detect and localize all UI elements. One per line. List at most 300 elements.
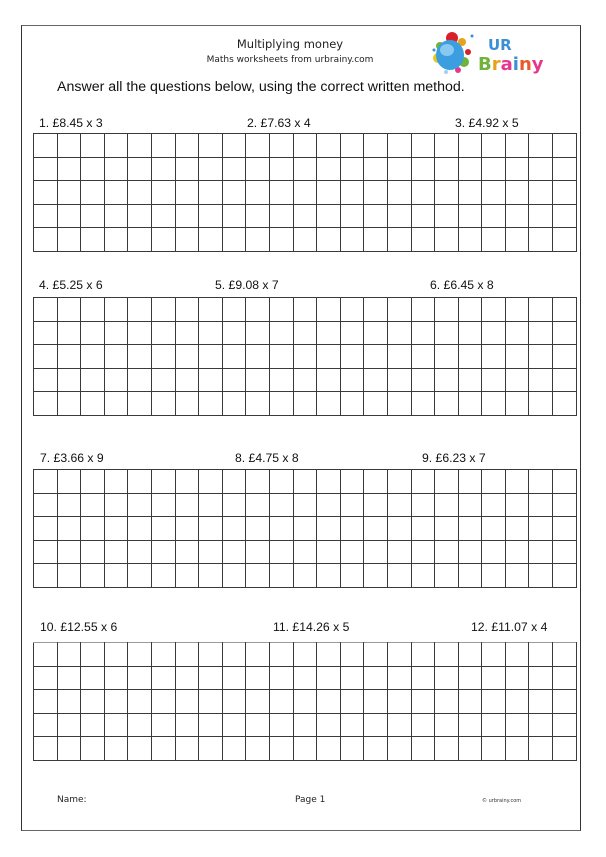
grid-cell[interactable]	[317, 228, 341, 252]
grid-cell[interactable]	[387, 643, 411, 667]
grid-cell[interactable]	[151, 392, 175, 416]
grid-cell[interactable]	[222, 470, 246, 494]
grid-cell[interactable]	[34, 690, 58, 714]
grid-cell[interactable]	[269, 298, 293, 322]
grid-cell[interactable]	[553, 368, 577, 392]
grid-cell[interactable]	[128, 737, 152, 761]
grid-cell[interactable]	[81, 228, 105, 252]
grid-cell[interactable]	[81, 737, 105, 761]
grid-cell[interactable]	[128, 690, 152, 714]
grid-cell[interactable]	[529, 134, 553, 158]
grid-cell[interactable]	[199, 157, 223, 181]
grid-cell[interactable]	[246, 517, 270, 541]
grid-cell[interactable]	[104, 368, 128, 392]
grid-cell[interactable]	[246, 181, 270, 205]
grid-cell[interactable]	[34, 392, 58, 416]
grid-cell[interactable]	[387, 204, 411, 228]
grid-cell[interactable]	[411, 157, 435, 181]
grid-cell[interactable]	[81, 298, 105, 322]
grid-cell[interactable]	[529, 540, 553, 564]
grid-cell[interactable]	[128, 517, 152, 541]
grid-cell[interactable]	[482, 392, 506, 416]
grid-cell[interactable]	[364, 643, 388, 667]
grid-cell[interactable]	[175, 737, 199, 761]
grid-cell[interactable]	[269, 204, 293, 228]
grid-cell[interactable]	[199, 564, 223, 588]
grid-cell[interactable]	[364, 564, 388, 588]
grid-cell[interactable]	[199, 517, 223, 541]
grid-cell[interactable]	[387, 564, 411, 588]
grid-cell[interactable]	[317, 517, 341, 541]
grid-cell[interactable]	[340, 368, 364, 392]
grid-cell[interactable]	[57, 540, 81, 564]
grid-cell[interactable]	[529, 517, 553, 541]
grid-cell[interactable]	[81, 204, 105, 228]
grid-cell[interactable]	[458, 713, 482, 737]
grid-cell[interactable]	[57, 368, 81, 392]
grid-cell[interactable]	[222, 204, 246, 228]
grid-cell[interactable]	[222, 564, 246, 588]
grid-cell[interactable]	[57, 690, 81, 714]
grid-cell[interactable]	[458, 134, 482, 158]
grid-cell[interactable]	[175, 666, 199, 690]
grid-cell[interactable]	[128, 345, 152, 369]
grid-cell[interactable]	[199, 737, 223, 761]
grid-cell[interactable]	[175, 564, 199, 588]
grid-cell[interactable]	[246, 666, 270, 690]
grid-cell[interactable]	[317, 540, 341, 564]
grid-cell[interactable]	[411, 204, 435, 228]
grid-cell[interactable]	[458, 204, 482, 228]
grid-cell[interactable]	[293, 368, 317, 392]
grid-cell[interactable]	[364, 345, 388, 369]
grid-cell[interactable]	[340, 737, 364, 761]
grid-cell[interactable]	[435, 564, 459, 588]
grid-cell[interactable]	[553, 392, 577, 416]
grid-cell[interactable]	[222, 368, 246, 392]
grid-cell[interactable]	[387, 493, 411, 517]
grid-cell[interactable]	[57, 228, 81, 252]
grid-cell[interactable]	[529, 564, 553, 588]
grid-cell[interactable]	[128, 298, 152, 322]
grid-cell[interactable]	[482, 470, 506, 494]
grid-cell[interactable]	[529, 493, 553, 517]
grid-cell[interactable]	[505, 134, 529, 158]
grid-cell[interactable]	[57, 345, 81, 369]
grid-cell[interactable]	[364, 321, 388, 345]
grid-cell[interactable]	[553, 345, 577, 369]
grid-cell[interactable]	[364, 517, 388, 541]
grid-cell[interactable]	[199, 666, 223, 690]
grid-cell[interactable]	[34, 493, 58, 517]
grid-cell[interactable]	[269, 666, 293, 690]
grid-cell[interactable]	[128, 666, 152, 690]
grid-cell[interactable]	[553, 713, 577, 737]
grid-cell[interactable]	[482, 690, 506, 714]
grid-cell[interactable]	[435, 321, 459, 345]
grid-cell[interactable]	[411, 392, 435, 416]
grid-cell[interactable]	[151, 737, 175, 761]
grid-cell[interactable]	[505, 737, 529, 761]
grid-cell[interactable]	[293, 517, 317, 541]
grid-cell[interactable]	[364, 228, 388, 252]
grid-cell[interactable]	[104, 737, 128, 761]
grid-cell[interactable]	[293, 298, 317, 322]
grid-cell[interactable]	[317, 345, 341, 369]
grid-cell[interactable]	[317, 470, 341, 494]
grid-cell[interactable]	[317, 643, 341, 667]
grid-cell[interactable]	[199, 493, 223, 517]
grid-cell[interactable]	[505, 564, 529, 588]
answer-grid-row-1[interactable]	[33, 133, 577, 252]
grid-cell[interactable]	[293, 181, 317, 205]
grid-cell[interactable]	[246, 470, 270, 494]
grid-cell[interactable]	[458, 345, 482, 369]
grid-cell[interactable]	[104, 134, 128, 158]
grid-cell[interactable]	[411, 517, 435, 541]
grid-cell[interactable]	[435, 643, 459, 667]
grid-cell[interactable]	[151, 298, 175, 322]
grid-cell[interactable]	[364, 470, 388, 494]
grid-cell[interactable]	[411, 345, 435, 369]
grid-cell[interactable]	[553, 517, 577, 541]
grid-cell[interactable]	[175, 517, 199, 541]
grid-cell[interactable]	[411, 564, 435, 588]
grid-cell[interactable]	[104, 690, 128, 714]
grid-cell[interactable]	[175, 713, 199, 737]
grid-cell[interactable]	[151, 666, 175, 690]
grid-cell[interactable]	[364, 204, 388, 228]
grid-cell[interactable]	[458, 228, 482, 252]
grid-cell[interactable]	[104, 204, 128, 228]
grid-cell[interactable]	[553, 204, 577, 228]
grid-cell[interactable]	[199, 181, 223, 205]
grid-cell[interactable]	[340, 298, 364, 322]
grid-cell[interactable]	[128, 134, 152, 158]
grid-cell[interactable]	[411, 321, 435, 345]
grid-cell[interactable]	[553, 737, 577, 761]
grid-cell[interactable]	[435, 228, 459, 252]
grid-cell[interactable]	[57, 564, 81, 588]
grid-cell[interactable]	[151, 643, 175, 667]
grid-cell[interactable]	[317, 392, 341, 416]
grid-cell[interactable]	[458, 470, 482, 494]
grid-cell[interactable]	[34, 321, 58, 345]
grid-cell[interactable]	[246, 134, 270, 158]
grid-cell[interactable]	[34, 470, 58, 494]
grid-cell[interactable]	[57, 517, 81, 541]
grid-cell[interactable]	[293, 228, 317, 252]
grid-cell[interactable]	[246, 204, 270, 228]
grid-cell[interactable]	[222, 643, 246, 667]
grid-cell[interactable]	[81, 392, 105, 416]
grid-cell[interactable]	[151, 321, 175, 345]
grid-cell[interactable]	[175, 204, 199, 228]
answer-grid-row-3[interactable]	[33, 469, 577, 588]
grid-cell[interactable]	[458, 493, 482, 517]
grid-cell[interactable]	[364, 368, 388, 392]
grid-cell[interactable]	[435, 666, 459, 690]
grid-cell[interactable]	[293, 737, 317, 761]
grid-cell[interactable]	[505, 368, 529, 392]
grid-cell[interactable]	[458, 643, 482, 667]
grid-cell[interactable]	[128, 204, 152, 228]
grid-cell[interactable]	[151, 470, 175, 494]
grid-cell[interactable]	[104, 470, 128, 494]
grid-cell[interactable]	[151, 517, 175, 541]
grid-cell[interactable]	[34, 368, 58, 392]
grid-cell[interactable]	[269, 321, 293, 345]
grid-cell[interactable]	[458, 540, 482, 564]
grid-cell[interactable]	[175, 298, 199, 322]
grid-cell[interactable]	[482, 157, 506, 181]
grid-cell[interactable]	[411, 298, 435, 322]
grid-cell[interactable]	[222, 737, 246, 761]
grid-cell[interactable]	[34, 298, 58, 322]
grid-cell[interactable]	[199, 134, 223, 158]
grid-cell[interactable]	[222, 345, 246, 369]
grid-cell[interactable]	[529, 204, 553, 228]
grid-cell[interactable]	[175, 228, 199, 252]
grid-cell[interactable]	[364, 392, 388, 416]
grid-cell[interactable]	[435, 181, 459, 205]
grid-cell[interactable]	[34, 181, 58, 205]
grid-cell[interactable]	[246, 228, 270, 252]
grid-cell[interactable]	[411, 540, 435, 564]
grid-cell[interactable]	[151, 713, 175, 737]
grid-cell[interactable]	[411, 368, 435, 392]
grid-cell[interactable]	[34, 204, 58, 228]
grid-cell[interactable]	[458, 517, 482, 541]
grid-cell[interactable]	[529, 228, 553, 252]
grid-cell[interactable]	[246, 157, 270, 181]
grid-cell[interactable]	[387, 666, 411, 690]
grid-cell[interactable]	[317, 713, 341, 737]
grid-cell[interactable]	[458, 690, 482, 714]
grid-cell[interactable]	[128, 493, 152, 517]
grid-cell[interactable]	[81, 321, 105, 345]
grid-cell[interactable]	[387, 470, 411, 494]
grid-cell[interactable]	[505, 666, 529, 690]
grid-cell[interactable]	[529, 157, 553, 181]
grid-cell[interactable]	[529, 392, 553, 416]
grid-cell[interactable]	[199, 204, 223, 228]
grid-cell[interactable]	[81, 540, 105, 564]
grid-cell[interactable]	[340, 228, 364, 252]
grid-cell[interactable]	[317, 181, 341, 205]
grid-cell[interactable]	[387, 517, 411, 541]
grid-cell[interactable]	[482, 666, 506, 690]
grid-cell[interactable]	[458, 666, 482, 690]
grid-cell[interactable]	[199, 392, 223, 416]
grid-cell[interactable]	[81, 134, 105, 158]
grid-cell[interactable]	[505, 157, 529, 181]
grid-cell[interactable]	[505, 228, 529, 252]
grid-cell[interactable]	[293, 345, 317, 369]
grid-cell[interactable]	[57, 181, 81, 205]
grid-cell[interactable]	[81, 517, 105, 541]
grid-cell[interactable]	[57, 470, 81, 494]
grid-cell[interactable]	[269, 228, 293, 252]
grid-cell[interactable]	[458, 181, 482, 205]
grid-cell[interactable]	[387, 690, 411, 714]
grid-cell[interactable]	[529, 690, 553, 714]
grid-cell[interactable]	[293, 666, 317, 690]
grid-cell[interactable]	[411, 713, 435, 737]
grid-cell[interactable]	[364, 298, 388, 322]
grid-cell[interactable]	[81, 690, 105, 714]
grid-cell[interactable]	[411, 228, 435, 252]
grid-cell[interactable]	[411, 690, 435, 714]
grid-cell[interactable]	[175, 368, 199, 392]
grid-cell[interactable]	[387, 298, 411, 322]
grid-cell[interactable]	[269, 690, 293, 714]
grid-cell[interactable]	[199, 540, 223, 564]
grid-cell[interactable]	[246, 298, 270, 322]
grid-cell[interactable]	[34, 713, 58, 737]
grid-cell[interactable]	[128, 181, 152, 205]
grid-cell[interactable]	[81, 493, 105, 517]
grid-cell[interactable]	[364, 134, 388, 158]
grid-cell[interactable]	[458, 392, 482, 416]
grid-cell[interactable]	[340, 643, 364, 667]
grid-cell[interactable]	[411, 493, 435, 517]
grid-cell[interactable]	[553, 643, 577, 667]
grid-cell[interactable]	[128, 713, 152, 737]
grid-cell[interactable]	[34, 564, 58, 588]
grid-cell[interactable]	[553, 564, 577, 588]
grid-cell[interactable]	[81, 345, 105, 369]
grid-cell[interactable]	[482, 540, 506, 564]
grid-cell[interactable]	[175, 345, 199, 369]
grid-cell[interactable]	[364, 540, 388, 564]
grid-cell[interactable]	[340, 345, 364, 369]
grid-cell[interactable]	[104, 321, 128, 345]
grid-cell[interactable]	[57, 204, 81, 228]
grid-cell[interactable]	[340, 157, 364, 181]
grid-cell[interactable]	[387, 713, 411, 737]
grid-cell[interactable]	[34, 157, 58, 181]
answer-grid-row-2[interactable]	[33, 297, 577, 416]
grid-cell[interactable]	[482, 737, 506, 761]
grid-cell[interactable]	[104, 181, 128, 205]
grid-cell[interactable]	[175, 157, 199, 181]
grid-cell[interactable]	[222, 134, 246, 158]
grid-cell[interactable]	[57, 321, 81, 345]
grid-cell[interactable]	[246, 540, 270, 564]
grid-cell[interactable]	[482, 493, 506, 517]
grid-cell[interactable]	[222, 321, 246, 345]
grid-cell[interactable]	[317, 493, 341, 517]
grid-cell[interactable]	[340, 470, 364, 494]
grid-cell[interactable]	[151, 368, 175, 392]
grid-cell[interactable]	[317, 157, 341, 181]
grid-cell[interactable]	[269, 345, 293, 369]
grid-cell[interactable]	[435, 298, 459, 322]
grid-cell[interactable]	[222, 493, 246, 517]
grid-cell[interactable]	[364, 737, 388, 761]
grid-cell[interactable]	[529, 666, 553, 690]
grid-cell[interactable]	[364, 690, 388, 714]
grid-cell[interactable]	[529, 181, 553, 205]
grid-cell[interactable]	[505, 690, 529, 714]
grid-cell[interactable]	[364, 493, 388, 517]
grid-cell[interactable]	[57, 643, 81, 667]
grid-cell[interactable]	[246, 345, 270, 369]
grid-cell[interactable]	[505, 204, 529, 228]
grid-cell[interactable]	[128, 540, 152, 564]
grid-cell[interactable]	[175, 690, 199, 714]
grid-cell[interactable]	[222, 157, 246, 181]
grid-cell[interactable]	[458, 737, 482, 761]
grid-cell[interactable]	[222, 540, 246, 564]
grid-cell[interactable]	[128, 157, 152, 181]
grid-cell[interactable]	[505, 517, 529, 541]
grid-cell[interactable]	[222, 298, 246, 322]
grid-cell[interactable]	[505, 470, 529, 494]
grid-cell[interactable]	[104, 157, 128, 181]
grid-cell[interactable]	[199, 345, 223, 369]
grid-cell[interactable]	[293, 470, 317, 494]
grid-cell[interactable]	[435, 690, 459, 714]
grid-cell[interactable]	[175, 181, 199, 205]
grid-cell[interactable]	[128, 564, 152, 588]
grid-cell[interactable]	[175, 493, 199, 517]
grid-cell[interactable]	[505, 298, 529, 322]
grid-cell[interactable]	[387, 181, 411, 205]
grid-cell[interactable]	[529, 368, 553, 392]
grid-cell[interactable]	[269, 643, 293, 667]
grid-cell[interactable]	[317, 564, 341, 588]
grid-cell[interactable]	[387, 540, 411, 564]
grid-cell[interactable]	[387, 228, 411, 252]
grid-cell[interactable]	[104, 228, 128, 252]
grid-cell[interactable]	[104, 643, 128, 667]
grid-cell[interactable]	[553, 181, 577, 205]
grid-cell[interactable]	[553, 321, 577, 345]
grid-cell[interactable]	[293, 643, 317, 667]
grid-cell[interactable]	[553, 298, 577, 322]
grid-cell[interactable]	[151, 564, 175, 588]
grid-cell[interactable]	[151, 345, 175, 369]
grid-cell[interactable]	[34, 134, 58, 158]
grid-cell[interactable]	[340, 690, 364, 714]
grid-cell[interactable]	[553, 470, 577, 494]
grid-cell[interactable]	[411, 134, 435, 158]
grid-cell[interactable]	[269, 517, 293, 541]
grid-cell[interactable]	[317, 298, 341, 322]
grid-cell[interactable]	[151, 690, 175, 714]
grid-cell[interactable]	[435, 392, 459, 416]
grid-cell[interactable]	[175, 392, 199, 416]
grid-cell[interactable]	[482, 345, 506, 369]
grid-cell[interactable]	[104, 345, 128, 369]
grid-cell[interactable]	[151, 181, 175, 205]
grid-cell[interactable]	[104, 517, 128, 541]
grid-cell[interactable]	[104, 493, 128, 517]
grid-cell[interactable]	[293, 134, 317, 158]
grid-cell[interactable]	[482, 228, 506, 252]
grid-cell[interactable]	[529, 321, 553, 345]
grid-cell[interactable]	[364, 713, 388, 737]
grid-cell[interactable]	[553, 493, 577, 517]
grid-cell[interactable]	[317, 204, 341, 228]
grid-cell[interactable]	[364, 181, 388, 205]
grid-cell[interactable]	[482, 204, 506, 228]
grid-cell[interactable]	[222, 666, 246, 690]
grid-cell[interactable]	[175, 470, 199, 494]
grid-cell[interactable]	[269, 713, 293, 737]
